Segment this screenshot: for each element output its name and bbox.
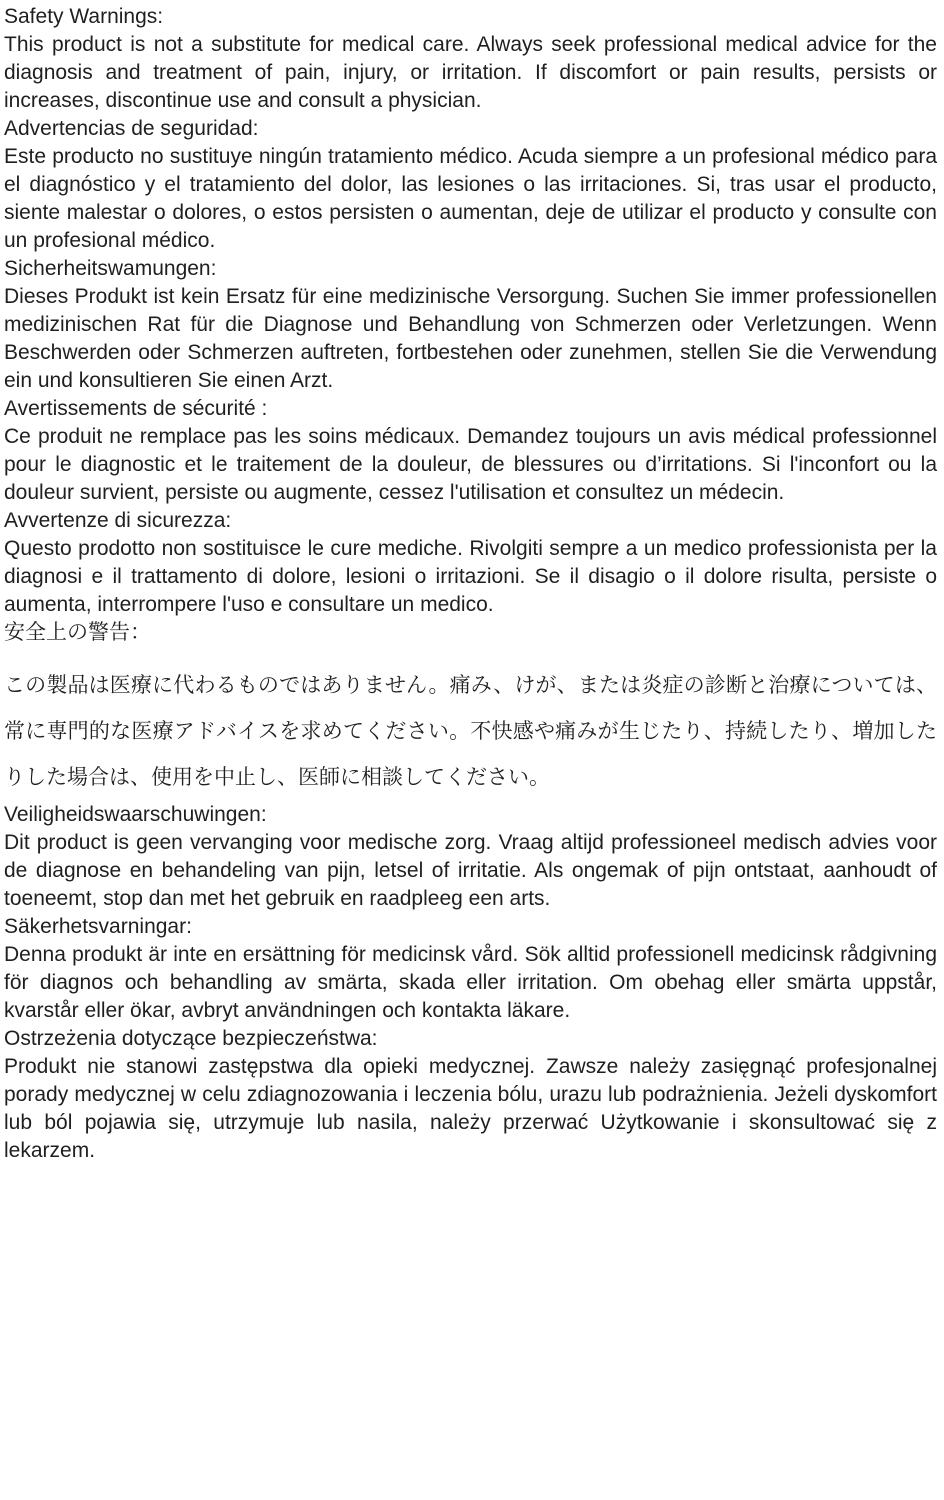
section-heading-italian: Avvertenze di sicurezza: [4,509,232,532]
section-body-english: This product is not a substitute for medical care. Always seek professional medical advice for the diagnosis and treatment of pain, injury, or irritation. If discomfort or pain results, persists or increases, discontinue use and consult a physician. [4,33,943,112]
section-body-dutch: Dit product is geen vervanging voor medische zorg. Vraag altijd professioneel medisch advies voor de diagnose en behandeling van pijn, letsel of irritatie. Als ongemak of pijn ontstaat, aanhoudt of toeneemt, stop dan met het gebruik en raadpleeg een arts. [4,831,943,910]
section-body-polish: Produkt nie stanowi zastępstwa dla opieki medycznej. Zawsze należy zasięgnąć profesjonalnej porady medycznej w celu zdiagnozowania i leczenia bólu, urazu lub podrażnienia. Jeżeli dyskomfort lub ból pojawia się, utrzymuje lub nasila, należy przerwać Użytkowanie i skonsultować się z lekarzem. [4,1055,943,1162]
section-safety-warnings-italian [4,507,943,619]
section-safety-warnings-english [4,3,943,115]
section-safety-warnings-japanese [4,619,937,801]
section-heading-french: Avertissements de sécurité : [4,397,268,420]
section-safety-warnings-swedish [4,913,943,1025]
section-heading-german: Sicherheitswamungen: [4,257,217,280]
section-body-swedish: Denna produkt är inte en ersättning för medicinsk vård. Sök alltid professionell medicinsk rådgivning för diagnos och behandling av smärta, skada eller irritation. Om obehag eller smärta uppstår, kvarstår eller ökar, avbryt användningen och kontakta läkare. [4,943,943,1022]
section-body-japanese: この製品は医療に代わるものではありません。痛み、けが、または炎症の診断と治療については、常に専門的な医療アドバイスを求めてください。不快感や痛みが生じたり、持続したり、増加したりした場合は、使用を中止し、医師に相談してください。 [4,674,937,789]
section-safety-warnings-polish [4,1025,943,1165]
section-body-italian: Questo prodotto non sostituisce le cure mediche. Rivolgiti sempre a un medico professionista per la diagnosi e il trattamento di dolore, lesioni o irritazioni. Se il disagio o il dolore risulta, persiste o aumenta, interrompere l'uso e consultare un medico. [4,537,943,616]
section-body-french: Ce produit ne remplace pas les soins médicaux. Demandez toujours un avis médical professionnel pour le diagnostic et le traitement de la douleur, de blessures ou d’irritations. Si l'inconfort ou la douleur survient, persiste ou augmente, cessez l'utilisation et consultez un médecin. [4,425,943,504]
section-safety-warnings-french [4,395,943,507]
section-heading-polish: Ostrzeżenia dotyczące bezpieczeństwa: [4,1027,378,1050]
section-body-spanish: Este producto no sustituye ningún tratamiento médico. Acuda siempre a un profesional médico para el diagnóstico y el tratamiento del dolor, las lesiones o las irritaciones. Si, tras usar el producto, siente malestar o dolores, o estos persisten o aumentan, deje de utilizar el producto y consulte con un profesional médico. [4,145,943,252]
section-safety-warnings-spanish [4,115,943,255]
section-heading-dutch: Veiligheidswaarschuwingen: [4,803,267,826]
section-safety-warnings-dutch [4,801,943,913]
section-heading-spanish: Advertencias de seguridad: [4,117,259,140]
section-heading-japanese: 安全上の警告： [4,621,151,644]
section-heading-swedish: Säkerhetsvarningar: [4,915,192,938]
section-heading-english: Safety Warnings: [4,5,164,28]
section-body-german: Dieses Produkt ist kein Ersatz für eine medizinische Versorgung. Suchen Sie immer professionellen medizinischen Rat für die Diagnose und Behandlung von Schmerzen oder Verletzungen. Wenn Beschwerden oder Schmerzen auftreten, fortbestehen oder zunehmen, stellen Sie die Verwendung ein und konsultieren Sie einen Arzt. [4,285,943,392]
section-safety-warnings-german [4,255,943,395]
